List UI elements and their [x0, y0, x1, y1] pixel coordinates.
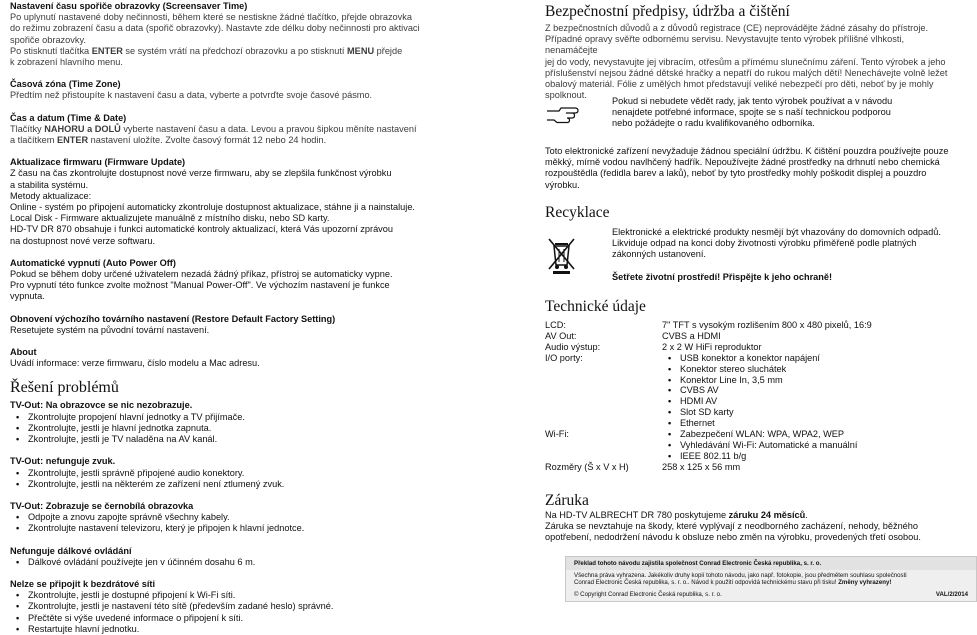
text-line: Po stisknutí tlačítka ENTER se systém vrátí na předchozí obrazovku a po stisknutí MENU přejde: [10, 45, 403, 56]
firmware-title: Aktualizace firmwaru (Firmware Update): [10, 157, 186, 168]
translation-footer: [565, 556, 977, 602]
text-line: výrobku.: [545, 179, 580, 190]
list-item: • Zkontrolujte nastavení televizoru, který je připojen k hlavní jednotce.: [28, 523, 420, 534]
recycling-heading: Recyklace: [545, 204, 610, 221]
text-line: Pro vypnutí této funkce zvolte možnost "Manual Power-Off". Ve výchozím nastavení je funkce: [10, 280, 390, 291]
text-line: opotřebení, nedodržení návodu k obsluze nebo změn na výrobku, provedených třetí osobou.: [545, 532, 921, 543]
text-line: Resetujete systém na původní tovární nastavení.: [10, 324, 210, 335]
spec-value: CVBS a HDMI: [662, 330, 721, 341]
list-item: • Vyhledávání Wi-Fi: Automatické a manuální: [680, 440, 872, 451]
text-line: Z bezpečnostních důvodů a z důvodů registrace (CE) neprovádějte žádné zásahy do přístroje.: [545, 23, 929, 33]
text-line: Uvádí informace: verze firmwaru, číslo modelu a Mac adresu.: [10, 358, 260, 369]
specs-heading: Technické údaje: [545, 298, 646, 315]
spec-label: LCD:: [545, 320, 566, 330]
datetime-section: [10, 113, 420, 147]
warranty-heading: Záruka: [545, 492, 589, 509]
spec-row: [545, 331, 872, 342]
text-line: Local Disk - Firmware aktualizujete manuálně z místního disku, nebo SD karty.: [10, 213, 330, 224]
text-line: Pokud si nebudete vědět rady, jak tento výrobek používat a v návodu: [612, 96, 893, 106]
text-line: Tlačítky NAHORU a DOLŮ vyberte nastavení času a data. Levou a pravou šipkou měníte nastavení: [10, 123, 417, 134]
text-line: Předtím než přistoupíte k nastavení času a data, vyberte a potvrďte svoje časové pásmo.: [10, 90, 373, 101]
spec-row: [545, 320, 872, 331]
specs-table: [545, 320, 872, 473]
firmware-section: [10, 157, 420, 247]
text-line: zákonných ustanovení.: [612, 249, 706, 260]
list-item: • Ethernet: [680, 418, 872, 429]
troubleshooting-heading: Řešení problémů: [10, 379, 119, 397]
list-item: • Konektor Line In, 3,5 mm: [680, 375, 872, 386]
protect-environment: Šetřete životní prostředí! Přispějte k jeho ochraně!: [612, 271, 833, 282]
list-item: • Slot SD karty: [680, 407, 872, 418]
text-line: rozpouštědla (ředidla barev a laků), neboť by tyto prostředky mohly poškodit displej a pouzdro: [545, 168, 927, 179]
factory-section: [10, 314, 420, 336]
list-item: • Zkontrolujte, jestli na některém ze zařízení není ztlumený zvuk.: [28, 479, 420, 490]
text-line: Pokud se během doby určené uživatelem nezadá žádný příkaz, přístroj se automaticky vypne.: [10, 269, 393, 280]
timezone-title: Časová zóna (Time Zone): [10, 79, 121, 90]
list-item: • CVBS AV: [680, 385, 872, 396]
text-line: a tlačítkem ENTER nastavení uložíte. Zvolte časový formát 12 nebo 24 hodin.: [10, 135, 327, 146]
text-line: Záruka se nevztahuje na škody, které vyplývají z neodborného zacházení, nehody, běžného: [545, 521, 919, 532]
spec-value: 258 x 125 x 56 mm: [662, 461, 741, 472]
trouble-group: [10, 501, 420, 535]
text-line: Likviduje odpad na konci doby životnosti výrobku přiměřeně podle platných: [612, 238, 917, 249]
trouble-group: [10, 546, 420, 568]
spec-label: Audio výstup:: [545, 341, 601, 352]
text-line: vypnuta.: [10, 291, 45, 302]
text-line: Conrad Electronic Česká republika, s. r. o.. Návod k použití odpovídá technickému stavu při tisku! Změny vyhrazeny!: [574, 579, 892, 587]
about-section: [10, 347, 420, 369]
support-note: [612, 96, 952, 130]
cleaning-text: [545, 146, 955, 191]
spec-value: 2 x 2 W HiFi reproduktor: [662, 341, 762, 352]
spec-label: Wi-Fi:: [545, 429, 569, 440]
spec-row: [545, 342, 872, 353]
crossed-bin-icon: [545, 236, 579, 274]
text-line: Případné opravy svěřte odbornému servisu. Nevystavujte tento výrobek přílišné vlhkosti, nenamáčejte: [545, 34, 904, 56]
list-item: • Přečtěte si výše uvedené informace o připojení k síti.: [28, 613, 420, 624]
about-title: About: [10, 347, 37, 358]
spec-row: [545, 353, 872, 429]
spec-value: [662, 429, 872, 462]
list-item: • Odpojte a znovu zapojte správně všechny kabely.: [28, 512, 420, 523]
text-line: a stabilita systému.: [10, 179, 89, 190]
factory-title: Obnovení výchozího továrního nastavení (Restore Default Factory Setting): [10, 313, 336, 324]
left-column: [10, 0, 420, 635]
right-column: [545, 0, 968, 598]
text-line: spolknout.: [545, 90, 587, 101]
text-line: příslušenství nejsou žádné dětské hračky a nepatří do rukou malých dětí! Nenechávejte volně ležet: [545, 67, 948, 78]
text-line: Po uplynutí nastavené doby nečinnosti, během které se nestiskne žádné tlačítko, přejde obrazovka: [10, 12, 412, 23]
spec-label: Rozměry (Š x V x H): [545, 461, 629, 472]
maintenance-heading: Bezpečnostní předpisy, údržba a čištění: [545, 3, 790, 20]
list-item: • Konektor stereo sluchátek: [680, 364, 872, 375]
text-line: měkký, mírně vodou navlhčený hadřík. Nepoužívejte žádné prostředky na drhnutí nebo chemická: [545, 157, 940, 168]
pointing-hand-icon: [545, 102, 585, 126]
screensaver-title: Nastavení času spořiče obrazovky (Screensaver Time): [10, 1, 248, 11]
trouble-title: TV-Out: Zobrazuje se černobílá obrazovka: [10, 500, 194, 511]
spec-value: [662, 353, 872, 429]
trouble-group: [10, 400, 420, 445]
list-item: • Zkontrolujte, jestli je hlavní jednotka zapnuta.: [28, 423, 420, 434]
list-item: • USB konektor a konektor napájení: [680, 353, 872, 364]
text-line: jej do vody, nevystavujte jej vibracím, otřesům a přímému slunečnímu záření. Tento výrobek a jeho: [545, 56, 946, 67]
list-item: • Zabezpečení WLAN: WPA, WPA2, WEP: [680, 429, 872, 440]
trouble-title: TV-Out: nefunguje zvuk.: [10, 456, 116, 467]
footer-head: Překlad tohoto návodu zajistila společnost Conrad Electronic Česká republika, s. r. o.: [566, 557, 976, 570]
text-line: Na HD-TV ALBRECHT DR 780 poskytujeme záruku 24 měsíců.: [545, 510, 808, 520]
text-line: spořiče obrazovky.: [10, 34, 86, 45]
datetime-title: Čas a datum (Time & Date): [10, 112, 127, 123]
copyright: © Copyright Conrad Electronic Česká republika, s. r. o.: [574, 590, 722, 598]
spec-row: [545, 429, 872, 462]
trouble-title: Nelze se připojit k bezdrátové síti: [10, 578, 155, 589]
list-item: • Zkontrolujte, jestli je TV naladěna na AV kanál.: [28, 434, 420, 445]
spec-label: AV Out:: [545, 330, 577, 341]
text-line: Elektronické a elektrické produkty nesmějí být vhazovány do domovních odpadů.: [612, 227, 941, 237]
text-line: nenajdete potřebné informace, spojte se s naší technickou podporou: [612, 107, 891, 118]
screensaver-section: [10, 1, 420, 68]
text-line: nebo požádejte o radu kvalifikovaného odborníka.: [612, 118, 815, 129]
trouble-title: TV-Out: Na obrazovce se nic nezobrazuje.: [10, 400, 193, 411]
autopower-title: Automatické vypnutí (Auto Power Off): [10, 257, 176, 268]
list-item: • HDMI AV: [680, 396, 872, 407]
text-line: do režimu zobrazení času a data (spořič obrazovky). Nastavte zde délku doby nečinnosti pro aktivaci: [10, 23, 420, 34]
warranty-text: [545, 510, 955, 544]
list-item: • Zkontrolujte, jestli správně připojené audio konektory.: [28, 468, 420, 479]
footer-body: [566, 570, 976, 589]
spec-row: [545, 462, 872, 473]
list-item: • Zkontrolujte, jestli je dostupné připojení k Wi-Fi síti.: [28, 590, 420, 601]
text-line: na dostupnost nové verze softwaru.: [10, 235, 156, 246]
spec-value: 7" TFT s vysokým rozlišením 800 x 480 pixelů, 16:9: [662, 320, 872, 330]
maintenance-text: [545, 23, 955, 101]
timezone-section: [10, 79, 420, 101]
autopower-section: [10, 258, 420, 303]
text-line: Z času na čas zkontrolujte dostupnost nové verze firmwaru, aby se zlepšila funkčnost výrobku: [10, 168, 392, 179]
text-line: Toto elektronické zařízení nevyžaduje žádnou speciální údržbu. K čištění pouzdra používejte pouze: [545, 146, 949, 156]
list-item: • IEEE 802.11 b/g: [680, 451, 872, 462]
text-line: obalový materiál. Fólie z umělých hmot představují veliké nebezpečí pro děti, neboť by je mohly: [545, 79, 934, 90]
text-line: Online - systém po připojení automaticky zkontroluje dostupnost aktualizace, stáhne ji a nainstaluje.: [10, 202, 415, 213]
trouble-group: [10, 456, 420, 490]
text-line: Metody aktualizace:: [10, 190, 92, 201]
text-line: Všechna práva vyhrazena. Jakékoliv druhy kopií tohoto návodu, jako např. fotokopie, jsou předmětem souhlasu společnosti: [574, 571, 907, 579]
list-item: • Dálkové ovládání používejte jen v účinném dosahu 6 m.: [28, 557, 420, 568]
list-item: • Zkontrolujte propojení hlavní jednotky a TV přijímače.: [28, 412, 420, 423]
document-code: VAL/2/2014: [935, 590, 968, 598]
text-line: k zobrazení hlavního menu.: [10, 57, 123, 68]
list-item: • Restartujte hlavní jednotku.: [28, 624, 420, 635]
list-item: • Zkontrolujte, jestli je nastavení této sítě (především zadané heslo) správné.: [28, 601, 420, 612]
trouble-group: [10, 579, 420, 635]
footer-bottom: [566, 589, 976, 602]
spec-label: I/O porty:: [545, 352, 583, 363]
recycling-text: [612, 227, 952, 283]
text-line: HD-TV DR 870 obsahuje i funkci automatické kontroly aktualizací, která Vás upozorní zprávou: [10, 224, 393, 235]
trouble-title: Nefunguje dálkové ovládání: [10, 545, 132, 556]
